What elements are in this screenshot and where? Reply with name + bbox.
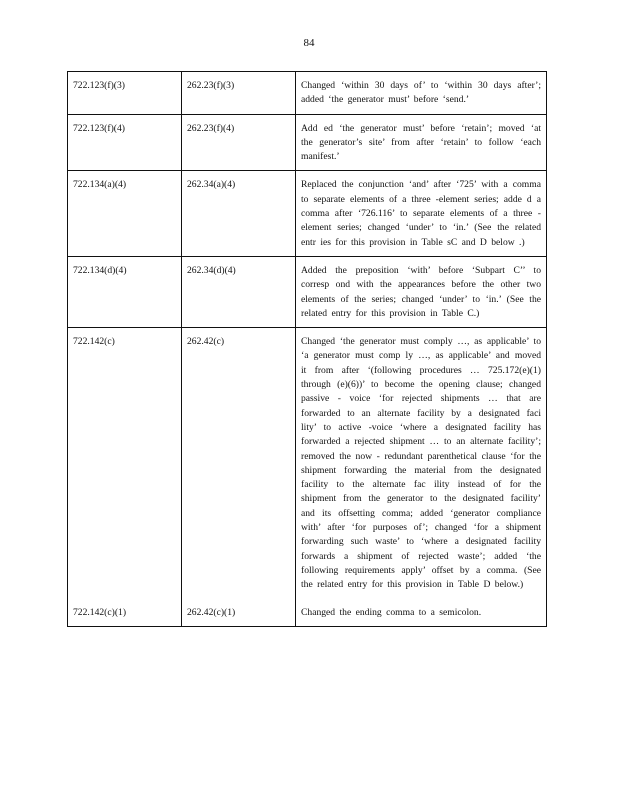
description-cell: Changed ‘the generator must comply …, as applicable’ to ‘a generator must comp ly …, as applicable’ and moved it from after ‘(following procedures … 725.172(e)(1) through (e)(6))’ to become the opening clause; changed passive - voice ‘for rejected shipments … that are forwarded to an alternate facility by a designated faci lity’ to active -voice ‘where a designated facility has forwarded a rejected shipment … to an alternate facility’; removed the now - redundant parenthetical clause ‘for the shipment forwarding the material from the designated facility to the alternate fac ility instead of for the shipment from the generator to the designated facility’ and its offsetting comma; added ‘generator compliance with’ after ‘for purposes of’; changed ‘for a shipment forwarding such waste’ to ‘where a designated facility forwards a shipment of rejected waste’; added ‘the following requirements apply’ offset by a comma. (See the related entry for this provision in Table D below.) [296, 328, 547, 599]
new-section-cell: 262.23(f)(3) [182, 72, 296, 115]
original-section-cell: 722.123(f)(3) [68, 72, 182, 115]
original-section-cell: 722.142(c) [68, 328, 182, 599]
description-cell: Added the preposition ‘with’ before ‘Subpart C’’ to corresp ond with the appearances before the other two elements of the series; changed ‘under’ to ‘in.’ (See the related entry for this provision in Table C.) [296, 256, 547, 327]
page-number: 84 [303, 37, 315, 49]
original-section-cell: 722.134(a)(4) [68, 171, 182, 256]
description-cell: Add ed ‘the generator must’ before ‘retain’; moved ‘at the generator’s site’ from after ‘retain’ to follow ‘each manifest.’ [296, 114, 547, 171]
original-section-cell: 722.142(c)(1) [68, 599, 182, 627]
original-section-cell: 722.123(f)(4) [68, 114, 182, 171]
table-row [68, 72, 547, 115]
new-section-cell: 262.34(d)(4) [182, 256, 296, 327]
new-section-cell: 262.42(c) [182, 328, 296, 599]
description-cell: Replaced the conjunction ‘and’ after ‘725’ with a comma to separate elements of a three -element series; adde d a comma after ‘726.116’ to separate elements of a three -element series; changed ‘under’ to ‘in.’ (See the related entr ies for this provision in Table sC and D below .) [296, 171, 547, 256]
table-row [68, 171, 547, 256]
table-row [68, 599, 547, 627]
description-cell: Changed the ending comma to a semicolon. [296, 599, 547, 627]
table-row [68, 114, 547, 171]
new-section-cell: 262.42(c)(1) [182, 599, 296, 627]
original-section-cell: 722.134(d)(4) [68, 256, 182, 327]
new-section-cell: 262.34(a)(4) [182, 171, 296, 256]
description-cell: Changed ‘within 30 days of’ to ‘within 30 days after’; added ‘the generator must’ before ‘send.’ [296, 72, 547, 115]
table-row [68, 328, 547, 599]
table-row [68, 256, 547, 327]
amendment-table [67, 71, 547, 627]
new-section-cell: 262.23(f)(4) [182, 114, 296, 171]
